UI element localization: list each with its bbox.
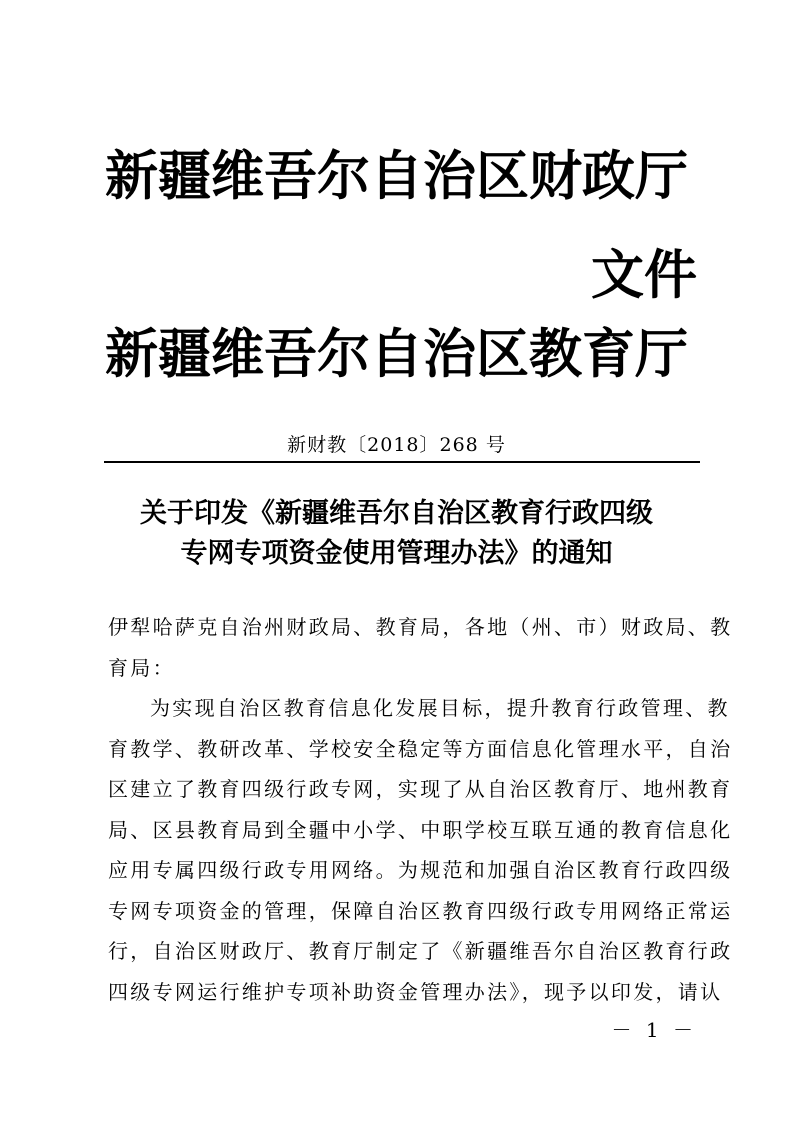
issuer-education-dept: 新疆维吾尔自治区教育厅 <box>105 324 688 385</box>
addressee-line-2: 育局： <box>108 655 175 680</box>
body-line: 专网专项资金的管理，保障自治区教育四级行政专用网络正常运 <box>108 898 733 923</box>
body-line: 行，自治区财政厅、教育厅制定了《新疆维吾尔自治区教育行政 <box>108 939 733 963</box>
document-number: 新财教〔2018〕268 号 <box>287 434 506 456</box>
body-line: 应用专属四级行政专用网络。为规范和加强自治区教育行政四级 <box>108 858 733 882</box>
body-line: 四级专网运行维护专项补助资金管理办法》，现予以印发，请认 <box>108 979 723 1004</box>
document-title-line-2: 专网专项资金使用管理办法》的通知 <box>180 538 613 569</box>
body-line: 局、区县教育局到全疆中小学、中职学校互联互通的教育信息化 <box>108 817 733 842</box>
page-number: － 1 － <box>611 1018 697 1042</box>
addressee-line-1: 伊犁哈萨克自治州财政局、教育局，各地（州、市）财政局、教 <box>108 615 733 639</box>
issuer-finance-dept: 新疆维吾尔自治区财政厅 <box>105 146 688 207</box>
body-line: 为实现自治区教育信息化发展目标，提升教育行政管理、教 <box>150 696 730 720</box>
document-title-line-1: 关于印发《新疆维吾尔自治区教育行政四级 <box>140 498 653 529</box>
document-label: 文件 <box>591 245 697 306</box>
body-paragraph <box>108 688 733 1012</box>
body-line: 区建立了教育四级行政专网，实现了从自治区教育厅、地州教育 <box>108 777 733 801</box>
addressee <box>108 607 733 688</box>
header-divider <box>104 461 700 463</box>
body-line: 育教学、教研改革、学校安全稳定等方面信息化管理水平，自治 <box>108 736 733 761</box>
